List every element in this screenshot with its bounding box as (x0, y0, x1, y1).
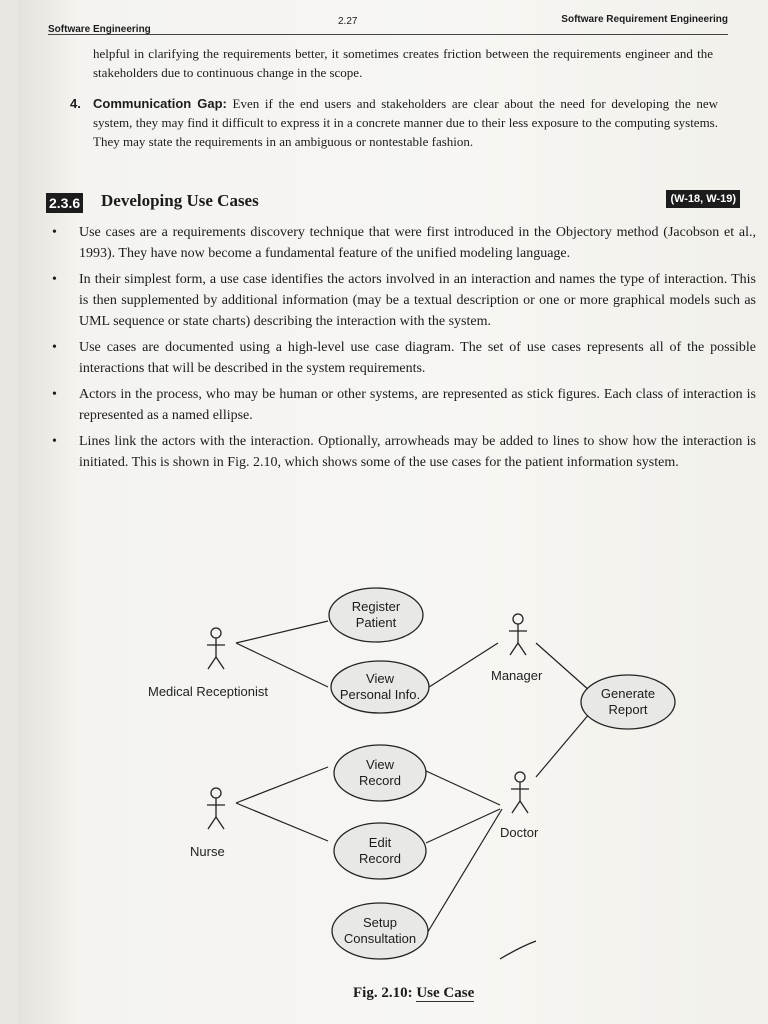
usecase-view-personal-info (335, 671, 425, 703)
section-number: 2.3.6 (46, 193, 83, 213)
link-manager-report (536, 643, 590, 691)
usecase-label-line1: Setup (363, 915, 397, 930)
link-doctor-setup (426, 809, 502, 935)
link-nurse-editrecord (236, 803, 328, 841)
bullet-dot: • (52, 272, 57, 287)
bullet-text: Actors in the process, who may be human or other systems, are represented as stick figures. Each class of interaction is represented as a named ellipse. (79, 387, 756, 423)
link-manager-viewinfo (426, 643, 498, 689)
usecase-label-line1: Register (351, 599, 401, 614)
header-page-number: 2.27 (338, 16, 358, 27)
usecase-label-line2: Record (359, 773, 401, 788)
bullet-item (46, 431, 756, 473)
usecase-view-record (335, 757, 425, 789)
bullet-dot: • (52, 387, 57, 402)
usecase-label-line2: Patient (355, 615, 397, 630)
figure-caption (353, 985, 474, 1002)
exam-tag: (W-18, W-19) (666, 190, 740, 208)
running-header (48, 14, 728, 35)
actor-manager-label: Manager (491, 668, 543, 683)
usecase-label-line2: Personal Info. (339, 687, 421, 702)
bullet-item (46, 337, 756, 379)
bullet-item (46, 384, 756, 426)
usecase-label-line2: Consultation (343, 931, 417, 946)
usecase-label-line1: View (366, 757, 394, 772)
link-nurse-viewrecord (236, 767, 328, 803)
book-page (18, 0, 768, 1024)
usecase-generate-report (583, 686, 673, 718)
actor-manager-figure (509, 614, 527, 655)
item-number: 4. (70, 96, 81, 111)
bullet-list (46, 222, 756, 478)
item-text (93, 94, 718, 151)
actor-receptionist-label: Medical Receptionist (148, 684, 268, 699)
header-chapter-title: Software Requirement Engineering (561, 14, 728, 25)
usecase-label-line1: Edit (368, 835, 392, 850)
numbered-item-4 (70, 94, 718, 151)
actor-receptionist-figure (207, 628, 225, 669)
link-receptionist-viewinfo (236, 643, 328, 687)
actor-doctor-label: Doctor (500, 825, 539, 840)
link-doctor-viewrecord (426, 771, 500, 805)
bullet-dot: • (52, 434, 57, 449)
link-doctor-editrecord (426, 809, 500, 843)
caption-prefix: Fig. 2.10: (353, 985, 413, 1001)
bullet-item (46, 222, 756, 264)
bullet-text: Use cases are a requirements discovery technique that were first introduced in the Objectory method (Jacobson et al., 1993). They have now become a fundamental feature of the unified modeling language. (79, 225, 756, 261)
caption-title: Use Case (416, 985, 475, 1001)
usecase-register-patient (331, 599, 421, 631)
usecase-label-line2: Report (608, 702, 648, 717)
item-title: Communication Gap: (93, 96, 227, 111)
bullet-text: Lines link the actors with the interaction. Optionally, arrowheads may be added to lines to show how the interaction is initiated. This is shown in Fig. 2.10, which shows some of the use cases for the patient information system. (79, 434, 756, 470)
link-doctor-report (536, 713, 590, 777)
link-receptionist-register (236, 621, 328, 643)
actor-nurse-label: Nurse (190, 844, 225, 859)
continuation-paragraph: helpful in clarifying the requirements better, it sometimes creates friction between the requirements engineer and the stakeholders due to continuous change in the scope. (93, 46, 713, 80)
bullet-text: In their simplest form, a use case identifies the actors involved in an interaction and names the type of interaction. This is then supplemented by additional information (may be a textual description or one or more graphical models such as UML sequence or state charts) describing the interaction with the system. (79, 272, 756, 329)
header-book-title: Software Engineering (48, 24, 151, 35)
usecase-label-line2: Record (359, 851, 401, 866)
bullet-dot: • (52, 340, 57, 355)
usecase-label-line1: Generate (600, 686, 656, 701)
item-body: Even if the end users and stakeholders are clear about the need for developing the new system, they may find it difficult to express it in a concrete manner due to their less exposure to the computing systems. They may state the requirements in an ambiguous or nontestable fashion. (93, 96, 718, 149)
usecase-label-line1: View (366, 671, 394, 686)
usecase-setup-consultation (335, 915, 425, 947)
actor-nurse-figure (207, 788, 225, 829)
bullet-text: Use cases are documented using a high-level use case diagram. The set of use cases represents all of the possible interactions that will be described in the system requirements. (79, 340, 756, 376)
use-case-diagram (128, 585, 688, 975)
bullet-dot: • (52, 225, 57, 240)
pen-mark (500, 941, 536, 959)
actor-doctor-figure (511, 772, 529, 813)
bullet-item (46, 269, 756, 332)
section-heading (46, 190, 736, 216)
section-title: Developing Use Cases (101, 191, 259, 210)
usecase-edit-record (335, 835, 425, 867)
